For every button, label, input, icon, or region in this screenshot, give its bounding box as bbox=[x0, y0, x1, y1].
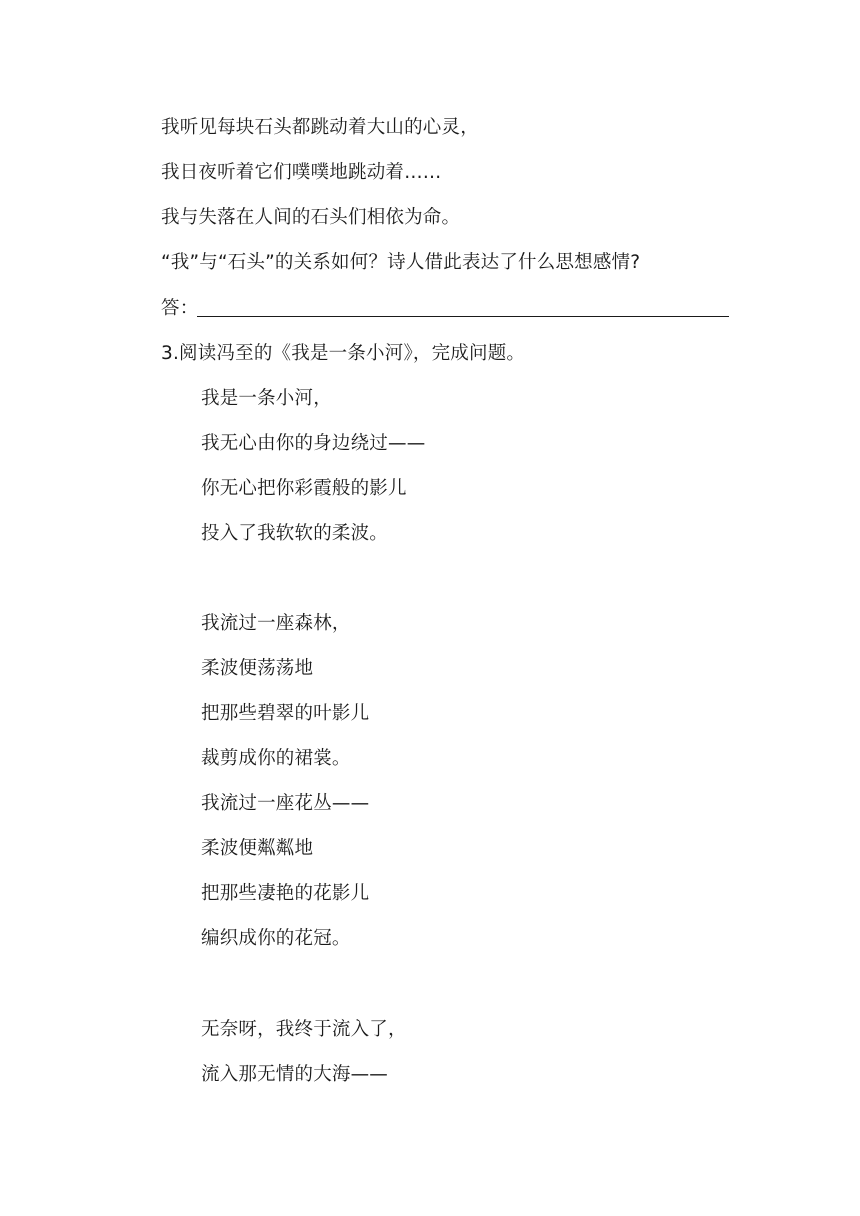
poem-line: 我与失落在人间的石头们相依为命。 bbox=[161, 207, 461, 228]
section-heading: 3.阅读冯至的《我是一条小河》，完成问题。 bbox=[161, 343, 526, 364]
poem-line: 裁剪成你的裙裳。 bbox=[201, 748, 351, 769]
poem-line: 我听见每块石头都跳动着大山的心灵， bbox=[161, 117, 479, 138]
poem-line: 你无心把你彩霞般的影儿 bbox=[201, 478, 407, 499]
poem-line: 流入那无情的大海—— bbox=[201, 1064, 389, 1085]
poem-line: 柔波便粼粼地 bbox=[201, 838, 314, 859]
poem-line: 我是一条小河， bbox=[201, 388, 332, 409]
poem-line: 我无心由你的身边绕过—— bbox=[201, 433, 426, 454]
poem-line: 无奈呀，我终于流入了， bbox=[201, 1019, 407, 1040]
poem-line: 编织成你的花冠。 bbox=[201, 928, 351, 949]
poem-line: 我流过一座森林， bbox=[201, 613, 351, 634]
poem-line: 柔波便荡荡地 bbox=[201, 658, 314, 679]
poem-line: 我流过一座花丛—— bbox=[201, 793, 370, 814]
question-text: “我”与“石头”的关系如何？诗人借此表达了什么思想感情? bbox=[161, 252, 641, 273]
answer-blank-line[interactable] bbox=[197, 316, 729, 317]
poem-line: 把那些凄艳的花影儿 bbox=[201, 883, 370, 904]
poem-line: 投入了我软软的柔波。 bbox=[201, 523, 389, 544]
answer-label: 答： bbox=[161, 298, 199, 319]
poem-line: 把那些碧翠的叶影儿 bbox=[201, 703, 370, 724]
poem-line: 我日夜听着它们噗噗地跳动着…… bbox=[161, 162, 442, 183]
